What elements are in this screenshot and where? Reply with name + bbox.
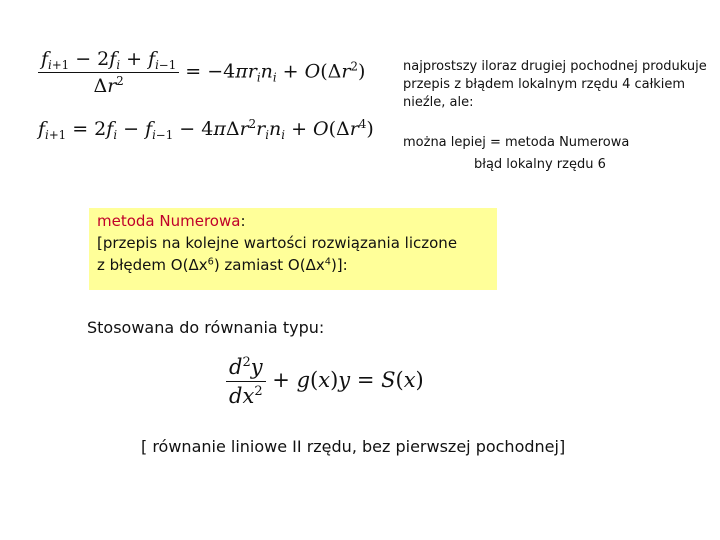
box-line-recipe: [przepis na kolejne wartości rozwiązania liczone <box>97 234 458 252</box>
box-title: metoda Numerowa: <box>97 212 246 230</box>
numerov-method-box <box>89 208 497 290</box>
note-local-error: błąd lokalny rzędu 6 <box>474 157 606 172</box>
box-line-error: z błędem $O(\Delta x^6)$ zamiast $O(\Delta x^4)$]: <box>97 256 348 274</box>
note-simplest-quotient: najprostszy iloraz drugiej pochodnej produkuje przepis z błądem lokalnym rzędu 4 całkiem nieźle, ale: <box>403 59 707 110</box>
note-numerov-better: można lepiej = metoda Numerowa <box>403 135 630 150</box>
applied-to-label: Stosowana do równania typu: <box>87 318 325 337</box>
equation-recurrence: $f_{i+1} = 2f_i - f_{i-1} - 4\pi\Delta r^2r_in_i + O(\Delta r^4)$ <box>38 116 374 143</box>
equation-second-derivative-quotient: $\frac{f_{i+1} - 2f_i + f_{i-1}}{\Delta r^2}$ = $-4\pi r_in_i + O(\Delta r^2)$ <box>38 48 365 97</box>
equation-ode: $\frac{d^2y}{dx^2}$ + g(x)y = S(x) <box>226 355 424 408</box>
equation-note: [ równanie liniowe II rzędu, bez pierwszej pochodnej] <box>141 437 566 456</box>
fraction: $\frac{f_{i+1} - 2f_i + f_{i-1}}{\Delta r^2}$ <box>38 48 179 97</box>
fraction-d2y-dx2: $\frac{d^2y}{dx^2}$ <box>226 355 266 408</box>
